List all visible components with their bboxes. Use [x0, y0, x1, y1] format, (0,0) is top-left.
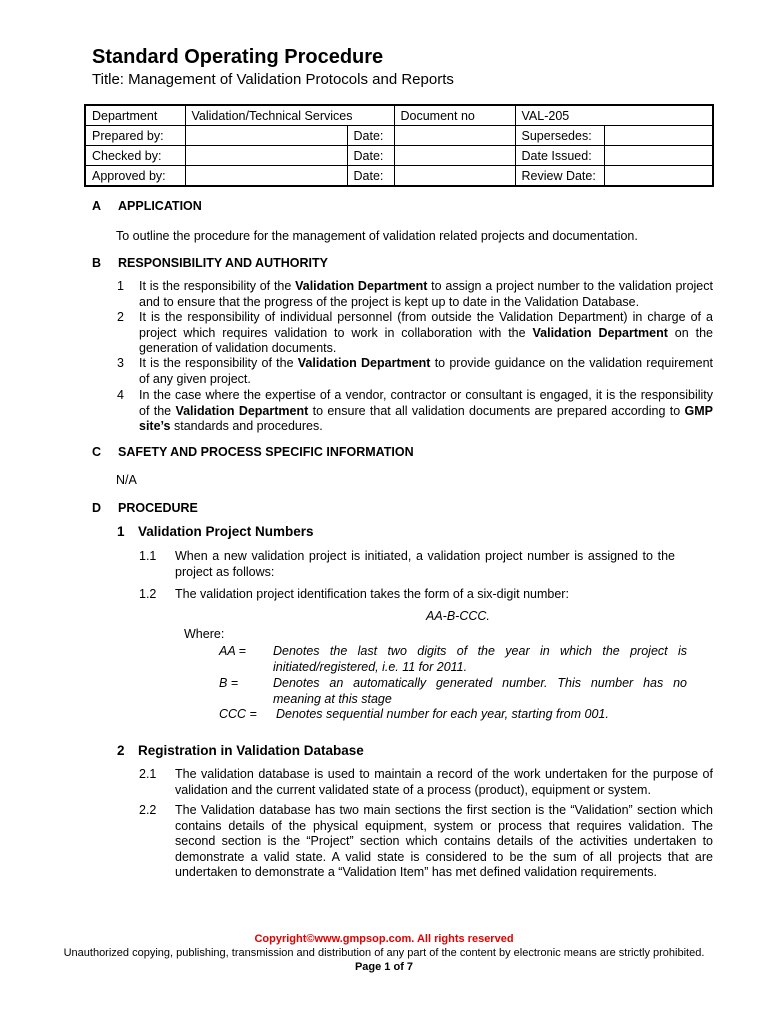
subsection-title: Validation Project Numbers — [138, 524, 314, 539]
page-number: Page 1 of 7 — [354, 960, 414, 973]
table-row — [85, 126, 713, 146]
footer-notice — [0, 947, 768, 974]
table-cell — [394, 146, 515, 166]
paragraph-number: 2.2 — [139, 803, 157, 817]
table-cell: VAL-205 — [515, 105, 713, 126]
table-cell — [185, 126, 347, 146]
page-title: Standard Operating Procedure — [92, 46, 384, 68]
table-cell: Approved by: — [85, 166, 185, 187]
paragraph: The validation database is used to maintain a record of the work undertaken for the purpose of validation and the current validated state of a process (product), equipment or system. — [175, 767, 713, 797]
section-letter: D — [92, 501, 102, 515]
section-letter: B — [92, 256, 102, 270]
list-item — [139, 310, 713, 357]
footer-notice-text: Unauthorized copying, publishing, transmission and distribution of any part of the content by electronic means are strictly prohibited. — [63, 947, 705, 959]
item-text: It is the responsibility of the — [139, 356, 298, 370]
definition-desc: Denotes an automatically generated number. This number has no meaning at this stage — [273, 676, 687, 706]
subsection-number: 1 — [117, 524, 125, 539]
subsection-title: Registration in Validation Database — [138, 743, 364, 758]
section-title: SAFETY AND PROCESS SPECIFIC INFORMATION — [118, 445, 414, 459]
table-row — [85, 166, 713, 187]
list-number: 4 — [117, 388, 124, 402]
table-cell: Date: — [347, 126, 394, 146]
definition-term: B = — [219, 676, 239, 690]
definition-term: AA = — [219, 644, 246, 658]
section-c-text: N/A — [116, 473, 137, 487]
paragraph-number: 1.2 — [139, 587, 157, 601]
subsection-number: 2 — [117, 743, 125, 758]
section-a-text: To outline the procedure for the management of validation related projects and documentation. — [116, 229, 638, 243]
document-subtitle: Title: Management of Validation Protocols and Reports — [92, 71, 454, 88]
item-bold-text: Validation Department — [297, 356, 431, 370]
where-label: Where: — [184, 627, 225, 641]
list-number: 3 — [117, 356, 124, 370]
section-title: APPLICATION — [118, 199, 202, 213]
definition-term: CCC = — [219, 707, 257, 721]
item-text: standards and procedures. — [170, 419, 323, 433]
item-text: to ensure that all validation documents are prepared according to — [308, 403, 685, 418]
copyright-notice: Copyright©www.gmpsop.com. All rights reserved — [254, 933, 514, 945]
table-cell: Department — [85, 105, 185, 126]
paragraph-number: 1.1 — [139, 549, 157, 563]
paragraph: When a new validation project is initiated, a validation project number is assigned to the project as follows: — [175, 549, 675, 579]
section-letter: A — [92, 199, 102, 213]
table-cell — [394, 126, 515, 146]
table-cell — [185, 146, 347, 166]
list-item — [139, 388, 713, 435]
paragraph: The Validation database has two main sections the first section is the “Validation” section which contains details of the physical equipment, system or process that requires validation. The second section is the “Project” section which contains details of the activities undertaken to demonstrate a valid state. A valid state is considered to be the sum of all projects that are undertaken to demonstrate a “Validation Item” has met defined validation requirements. — [175, 803, 713, 879]
table-cell — [604, 126, 713, 146]
table-cell: Prepared by: — [85, 126, 185, 146]
item-text: to provide guidance on the validation requirement of any given project. — [139, 356, 713, 386]
table-cell: Date Issued: — [515, 146, 604, 166]
list-item — [139, 356, 713, 387]
table-cell: Document no — [394, 105, 515, 126]
item-text: It is the responsibility of individual personnel (from outside the Validation Department) in charge of a project which requires validation to work in collaboration with the — [139, 310, 713, 340]
list-number: 1 — [117, 279, 124, 293]
number-format: AA-B-CCC. — [426, 609, 490, 623]
table-cell — [394, 166, 515, 187]
item-text: It is the responsibility of the — [139, 279, 296, 293]
definition-desc: Denotes the last two digits of the year in which the project is initiated/registered, i.e. 11 for 2011. — [273, 644, 687, 674]
item-text: on the generation of validation documents. — [139, 325, 713, 355]
item-bold-text: Validation Department — [532, 325, 668, 340]
item-bold-text: Validation Department — [175, 403, 309, 418]
table-cell: Date: — [347, 146, 394, 166]
list-item — [139, 279, 713, 310]
item-bold-text: GMP site’s — [139, 403, 713, 433]
table-cell — [604, 146, 713, 166]
section-title: PROCEDURE — [118, 501, 198, 515]
item-text: to assign a project number to the validation project and to ensure that the progress of the project is kept up to date in the Validation Database. — [139, 279, 713, 309]
paragraph: The validation project identification takes the form of a six-digit number: — [175, 587, 569, 601]
table-cell: Validation/Technical Services — [185, 105, 394, 126]
table-cell: Checked by: — [85, 146, 185, 166]
definition-desc: Denotes sequential number for each year, starting from 001. — [276, 707, 609, 721]
item-text: In the case where the expertise of a vendor, contractor or consultant is engaged, it is the responsibility of the — [139, 388, 713, 418]
table-cell: Date: — [347, 166, 394, 187]
table-cell — [604, 166, 713, 187]
paragraph-number: 2.1 — [139, 767, 157, 781]
list-number: 2 — [117, 310, 124, 324]
section-letter: C — [92, 445, 102, 459]
table-cell: Review Date: — [515, 166, 604, 187]
table-row — [85, 146, 713, 166]
document-info-table — [84, 104, 714, 187]
table-cell: Supersedes: — [515, 126, 604, 146]
table-row — [85, 105, 713, 126]
section-title: RESPONSIBILITY AND AUTHORITY — [118, 256, 328, 270]
item-bold-text: Validation Department — [295, 279, 428, 293]
table-cell — [185, 166, 347, 187]
